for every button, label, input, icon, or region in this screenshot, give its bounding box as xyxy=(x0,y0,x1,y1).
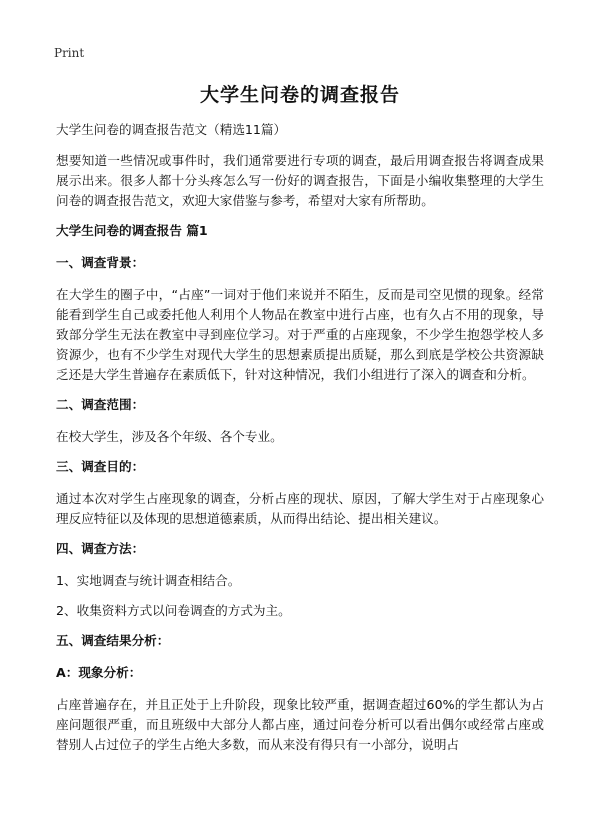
section-title-purpose: 三、调查目的： xyxy=(56,459,145,474)
document-subtitle: 大学生问卷的调查报告范文（精选11篇） xyxy=(56,122,287,137)
method-item: 1、实地调查与统计调查相结合。 xyxy=(56,573,241,588)
section-text-background: 在大学生的圈子中，“占座”一词对于他们来说并不陌生，反而是司空见惯的现象。经常能看到学生自己或委托他人利用个人物品在教室中进行占座，也有久占不用的现象，导致部分学生无法在教室中寻到座位学习。对于严重的占座现象，不少学生抱怨学校人多资源少，也有不少学生对现代大学生的思想素质提出质疑，那么到底是学校公共资源缺乏还是大学生普遍存在素质低下，针对这种情况，我们小组进行了深入的调查和分析。 xyxy=(56,287,544,382)
section-text-phenomenon: 占座普遍存在，并且正处于上升阶段，现象比较严重，据调查超过60%的学生都认为占座问题很严重，而且班级中大部分人都占座，通过问卷分析可以看出偶尔或经常占座或替别人占过位子的学生占绝大多数，而从来没有得只有一小部分，说明占 xyxy=(56,697,544,752)
method-item: 2、收集资料方式以问卷调查的方式为主。 xyxy=(56,603,291,618)
section-text-scope: 在校大学生，涉及各个年级、各个专业。 xyxy=(56,429,283,444)
page-title: 大学生问卷的调查报告 xyxy=(199,84,400,106)
section-title-background: 一、调查背景： xyxy=(56,255,145,270)
article-heading: 大学生问卷的调查报告 篇1 xyxy=(56,223,208,238)
section-title-method: 四、调查方法： xyxy=(56,541,145,556)
document-body xyxy=(56,120,544,765)
intro-paragraph: 想要知道一些情况或事件时，我们通常要进行专项的调查，最后用调查报告将调查成果展示出来。很多人都十分头疼怎么写一份好的调查报告，下面是小编收集整理的大学生问卷的调查报告范文，欢迎大家借鉴与参考，希望对大家有所帮助。 xyxy=(56,153,544,208)
subsection-title-phenomenon: A：现象分析： xyxy=(56,665,142,680)
section-title-results: 五、调查结果分析： xyxy=(56,633,170,648)
print-link[interactable]: Print xyxy=(54,46,85,60)
section-title-scope: 二、调查范围： xyxy=(56,397,145,412)
section-text-purpose: 通过本次对学生占座现象的调查，分析占座的现状、原因，了解大学生对于占座现象心理反应特征以及体现的思想道德素质，从而得出结论、提出相关建议。 xyxy=(56,491,544,526)
